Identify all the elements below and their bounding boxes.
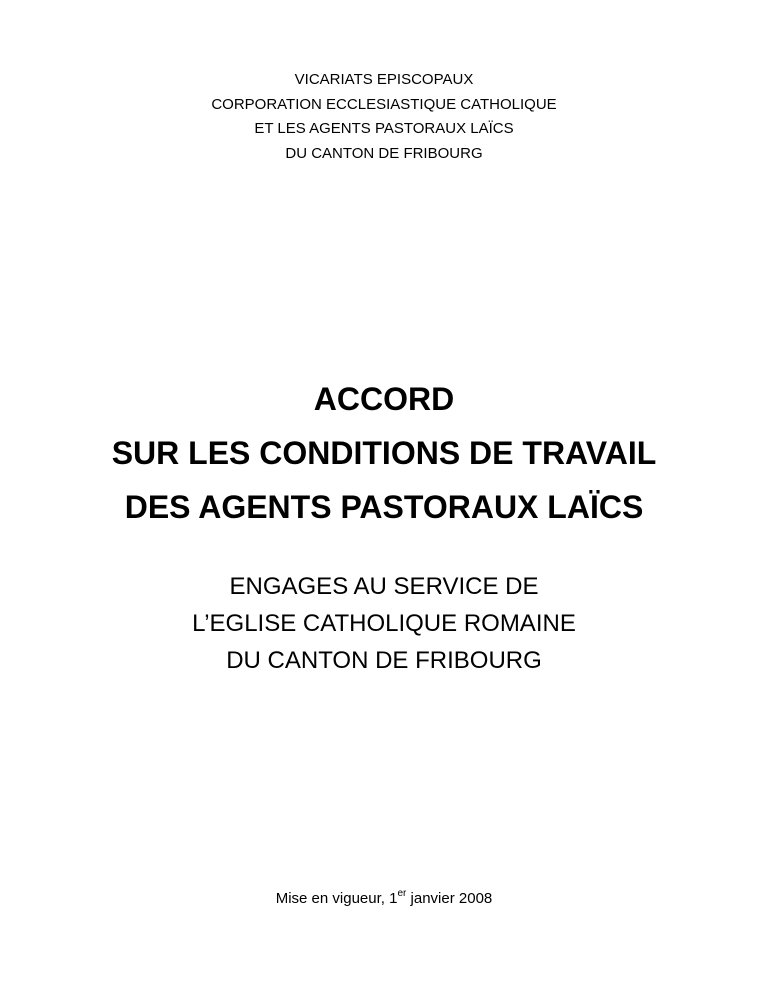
document-subtitle (0, 568, 768, 679)
header-line-1: VICARIATS EPISCOPAUX (294, 71, 474, 88)
subtitle-line-3: DU CANTON DE FRIBOURG (226, 647, 542, 674)
title-line-1: ACCORD (313, 381, 455, 417)
title-line-3: DES AGENTS PASTORAUX LAÏCS (124, 489, 644, 525)
header-line-3: ET LES AGENTS PASTORAUX LAÏCS (254, 120, 514, 137)
issuing-bodies (0, 68, 768, 166)
effective-date-superscript: er (397, 888, 407, 899)
effective-date-suffix: janvier 2008 (406, 890, 493, 907)
effective-date (0, 888, 768, 910)
title-line-2: SUR LES CONDITIONS DE TRAVAIL (111, 435, 657, 471)
subtitle-line-2: L’EGLISE CATHOLIQUE ROMAINE (192, 610, 576, 637)
header-line-4: DU CANTON DE FRIBOURG (285, 144, 483, 162)
subtitle-line-1: ENGAGES AU SERVICE DE (229, 573, 539, 600)
document-title (0, 372, 768, 534)
header-line-2: CORPORATION ECCLESIASTIQUE CATHOLIQUE (211, 95, 557, 113)
effective-date-prefix: Mise en vigueur, 1 (275, 890, 398, 907)
